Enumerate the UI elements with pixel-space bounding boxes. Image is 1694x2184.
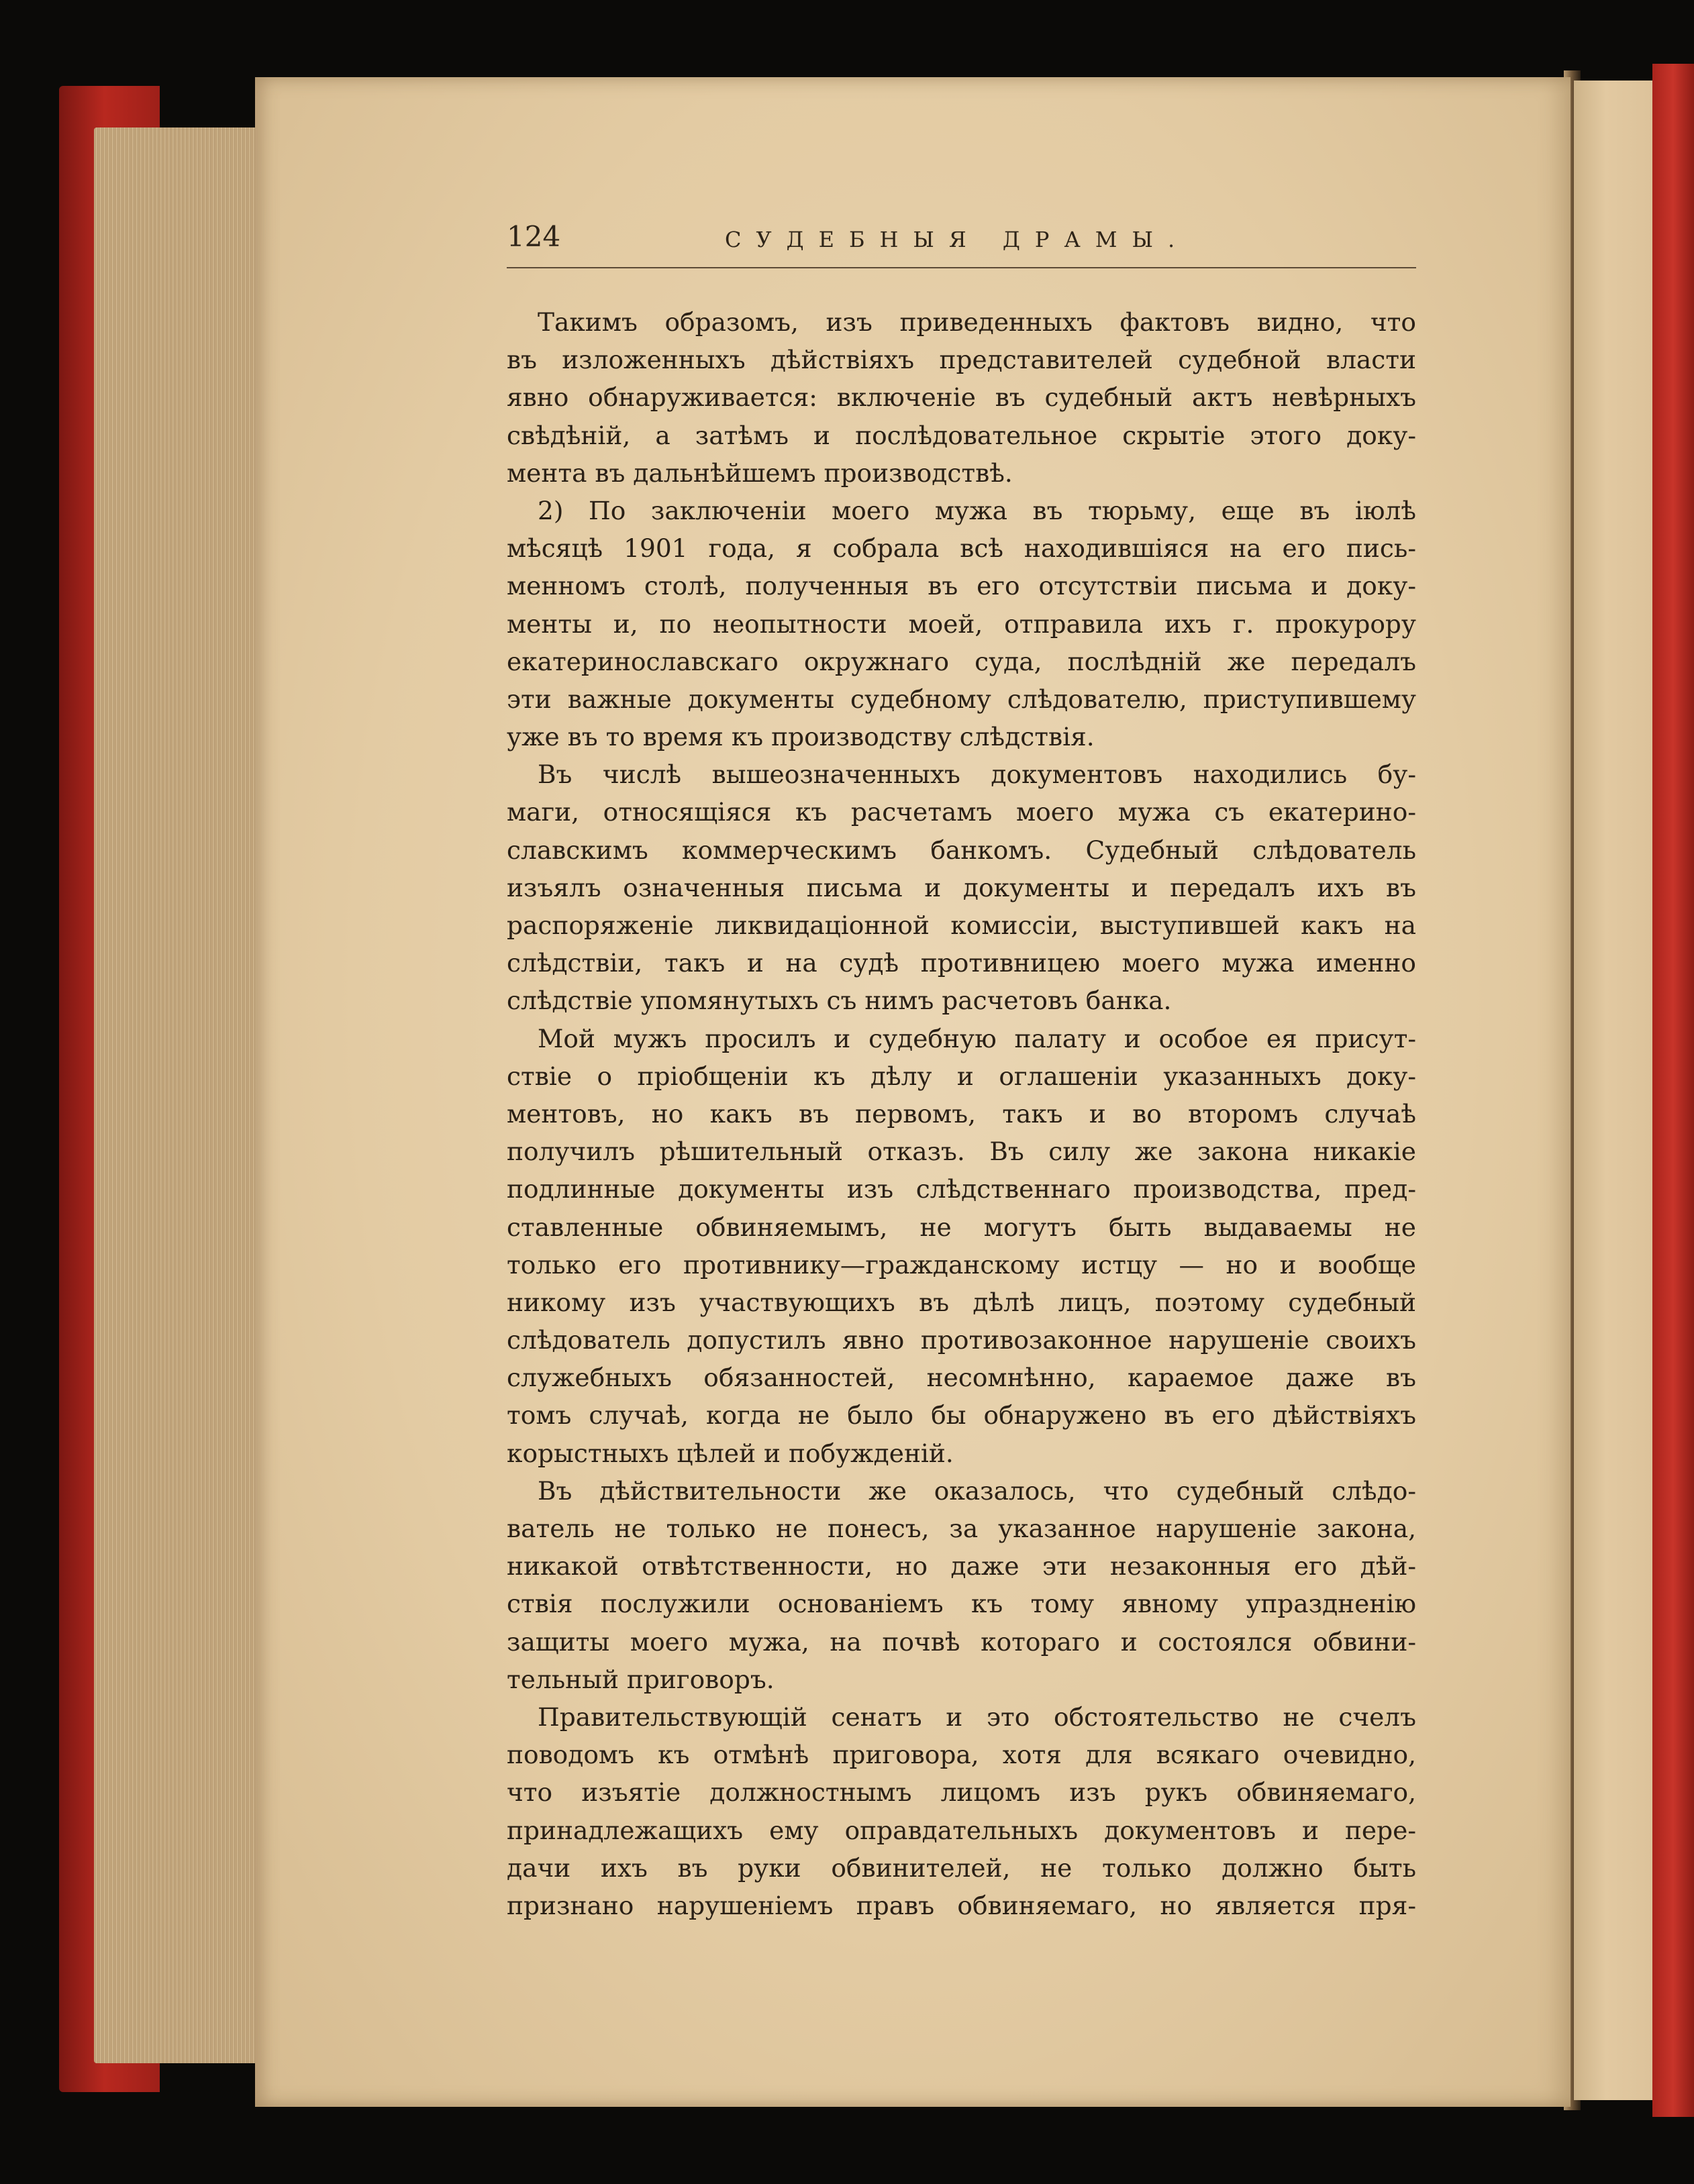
- text-line: Правительствующій сенатъ и это обстоятельство не счелъ: [538, 1702, 1416, 1732]
- text-line: распоряженіе ликвидаціонной комиссіи, выступившей какъ на: [507, 911, 1416, 940]
- running-title: СУДЕБНЫЯ ДРАМЫ.: [725, 227, 1190, 252]
- text-line: поводомъ къ отмѣнѣ приговора, хотя для всякаго очевидно,: [507, 1740, 1416, 1770]
- text-line: ствіе о пріобщеніи къ дѣлу и оглашеніи указанныхъ доку-: [507, 1061, 1416, 1091]
- text-line: получилъ рѣшительный отказъ. Въ силу же закона никакіе: [507, 1137, 1416, 1167]
- right-page-sliver: [1574, 81, 1654, 2100]
- text-line: менты и, по неопытности моей, отправила ихъ г. прокурору: [507, 609, 1416, 639]
- text-line: защиты моего мужа, на почвѣ котораго и состоялся обвини-: [507, 1626, 1416, 1657]
- body-text: [507, 303, 1416, 1924]
- text-line: славскимъ коммерческимъ банкомъ. Судебный слѣдователь: [507, 835, 1416, 865]
- text-line: только его противнику—гражданскому истцу — но и вообще: [507, 1249, 1416, 1280]
- text-line: корыстныхъ цѣлей и побужденій.: [507, 1438, 954, 1468]
- text-line: подлинные документы изъ слѣдственнаго производства, пред-: [507, 1174, 1416, 1204]
- right-cover-red-binding: [1652, 64, 1694, 2117]
- text-line: никакой отвѣтственности, но даже эти незаконныя его дѣй-: [507, 1551, 1416, 1581]
- text-line: ватель не только не понесъ, за указанное нарушеніе закона,: [507, 1514, 1416, 1543]
- text-line: никому изъ участвующихъ въ дѣлѣ лицъ, поэтому судебный: [507, 1287, 1416, 1317]
- text-line: признано нарушеніемъ правъ обвиняемаго, но является пря-: [507, 1890, 1416, 1920]
- text-line: тельный приговоръ.: [507, 1664, 775, 1694]
- text-line: что изъятіе должностнымъ лицомъ изъ рукъ обвиняемаго,: [507, 1777, 1416, 1808]
- text-line: мента въ дальнѣйшемъ производствѣ.: [507, 458, 1013, 488]
- page-header: [507, 213, 1416, 268]
- page-number: 124: [507, 220, 561, 253]
- text-line: свѣдѣній, а затѣмъ и послѣдовательное скрытіе этого доку-: [507, 420, 1416, 450]
- text-line: маги, относящіяся къ расчетамъ моего мужа съ екатерино-: [507, 797, 1416, 827]
- text-line: изъялъ означенныя письма и документы и передалъ ихъ въ: [507, 872, 1416, 902]
- text-line: уже въ то время къ производству слѣдствія.: [507, 722, 1095, 752]
- text-line: Такимъ образомъ, изъ приведенныхъ фактовъ видно, что: [538, 307, 1416, 337]
- text-line: въ изложенныхъ дѣйствіяхъ представителей судебной власти: [507, 345, 1416, 375]
- text-line: Въ числѣ вышеозначенныхъ документовъ находились бу-: [538, 760, 1416, 790]
- text-line: эти важные документы судебному слѣдователю, приступившему: [507, 684, 1416, 714]
- text-line: ментовъ, но какъ въ первомъ, такъ и во второмъ случаѣ: [507, 1098, 1416, 1129]
- text-line: слѣдствіи, такъ и на судѣ противницею моего мужа именно: [507, 948, 1416, 978]
- text-line: менномъ столѣ, полученныя въ его отсутствіи письма и доку-: [507, 571, 1416, 601]
- text-line: ствія послужили основаніемъ къ тому явному упраздненію: [507, 1589, 1416, 1619]
- page-edges-stack: [94, 127, 258, 2063]
- text-line: явно обнаруживается: включеніе въ судебный актъ невѣрныхъ: [507, 382, 1416, 413]
- text-line: принадлежащихъ ему оправдательныхъ документовъ и пере-: [507, 1815, 1416, 1845]
- text-line: дачи ихъ въ руки обвинителей, не только должно быть: [507, 1853, 1416, 1883]
- text-line: ставленные обвиняемымъ, не могутъ быть выдаваемы не: [507, 1212, 1416, 1242]
- text-line: томъ случаѣ, когда не было бы обнаружено въ его дѣйствіяхъ: [507, 1400, 1416, 1431]
- text-line: мѣсяцѣ 1901 года, я собрала всѣ находившіяся на его пись-: [507, 533, 1416, 564]
- text-line: Мой мужъ просилъ и судебную палату и особое ея присут-: [538, 1023, 1416, 1053]
- text-line: слѣдователь допустилъ явно противозаконное нарушеніе своихъ: [507, 1325, 1416, 1355]
- text-line: служебныхъ обязанностей, несомнѣнно, караемое даже въ: [507, 1363, 1416, 1393]
- text-line: Въ дѣйствительности же оказалось, что судебный слѣдо-: [538, 1475, 1416, 1506]
- text-line: екатеринославскаго окружнаго суда, послѣдній же передалъ: [507, 646, 1416, 676]
- text-line: 2) По заключеніи моего мужа въ тюрьму, еще въ іюлѣ: [538, 495, 1416, 525]
- text-line: слѣдствіе упомянутыхъ съ нимъ расчетовъ банка.: [507, 986, 1172, 1016]
